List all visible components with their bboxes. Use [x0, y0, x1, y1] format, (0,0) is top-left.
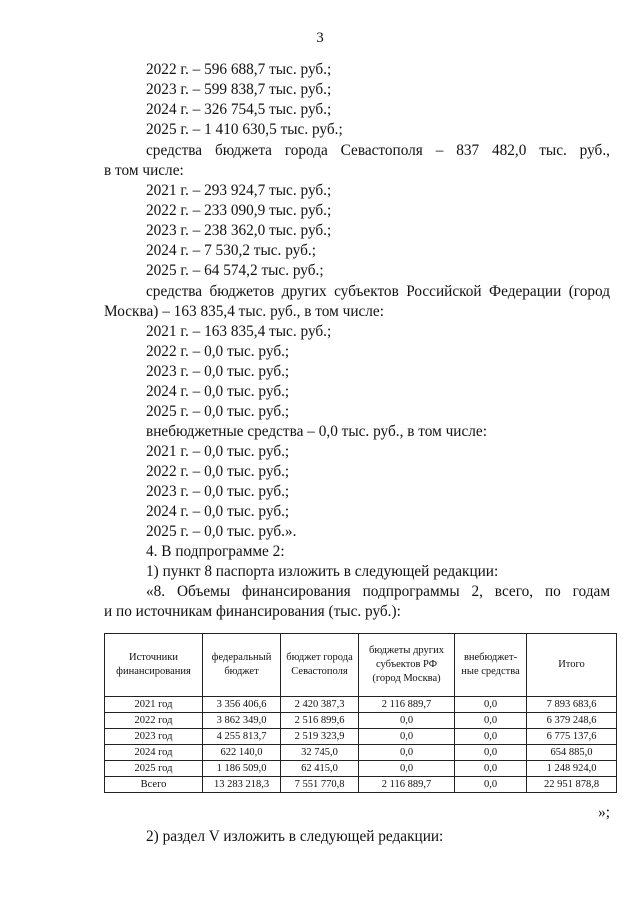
table-row: [105, 713, 617, 729]
text-line: 2023 г. – 599 838,7 тыс. руб.;: [146, 81, 332, 98]
text-line: 2024 г. – 0,0 тыс. руб.;: [146, 383, 290, 400]
table-row: [105, 697, 617, 713]
table-row: [105, 729, 617, 745]
page-number: 3: [316, 30, 324, 46]
table-cell: 2 116 889,7: [359, 697, 455, 713]
table-cell: 0,0: [455, 713, 527, 729]
text-line: 2) раздел V изложить в следующей редакции:: [146, 828, 444, 845]
text-line: внебюджетные средства – 0,0 тыс. руб., в том числе:: [146, 423, 487, 440]
table-cell: 2 420 387,3: [281, 697, 359, 713]
text-line: 2025 г. – 1 410 630,5 тыс. руб.;: [146, 121, 343, 138]
table-cell: 0,0: [359, 745, 455, 761]
text-line: 2023 г. – 0,0 тыс. руб.;: [146, 483, 290, 500]
text-line: 2022 г. – 0,0 тыс. руб.;: [146, 463, 290, 480]
table-cell: 0,0: [455, 729, 527, 745]
table-cell: 0,0: [455, 745, 527, 761]
table-row: [105, 761, 617, 777]
text-line: 4. В подпрограмме 2:: [146, 543, 285, 560]
table-cell: 7 893 683,6: [527, 697, 617, 713]
table-cell: 6 379 248,6: [527, 713, 617, 729]
text-line: 2023 г. – 0,0 тыс. руб.;: [146, 363, 290, 380]
text-line: 2021 г. – 293 924,7 тыс. руб.;: [146, 182, 332, 199]
table-cell: 0,0: [455, 697, 527, 713]
table-cell: 2022 год: [105, 713, 203, 729]
table-cell: 2 516 899,6: [281, 713, 359, 729]
table-cell: 13 283 218,3: [203, 777, 281, 793]
table-cell: 4 255 813,7: [203, 729, 281, 745]
text-line: 2025 г. – 0,0 тыс. руб.».: [146, 523, 297, 540]
text-line: в том числе:: [104, 162, 184, 179]
text-line: и по источникам финансирования (тыс. руб.):: [104, 603, 401, 620]
table-header-row: [105, 634, 617, 697]
text-line: 2022 г. – 596 688,7 тыс. руб.;: [146, 61, 332, 78]
column-header: Итого: [527, 634, 617, 697]
table-cell: 622 140,0: [203, 745, 281, 761]
column-header: бюджеты других субъектов РФ (город Москва): [359, 634, 455, 697]
text-line: 2025 г. – 0,0 тыс. руб.;: [146, 403, 290, 420]
table-cell: 3 356 406,6: [203, 697, 281, 713]
text-line: 2023 г. – 238 362,0 тыс. руб.;: [146, 222, 332, 239]
paragraph-other-subjects: средства бюджетов других субъектов Российской Федерации (город: [146, 283, 610, 300]
table-cell: 0,0: [455, 777, 527, 793]
table-cell: 3 862 349,0: [203, 713, 281, 729]
table-cell: 62 415,0: [281, 761, 359, 777]
text-line: 1) пункт 8 паспорта изложить в следующей редакции:: [146, 563, 499, 580]
text-line: Москва) – 163 835,4 тыс. руб., в том числе:: [104, 303, 384, 320]
table-cell: 0,0: [359, 761, 455, 777]
text-line: 2024 г. – 326 754,5 тыс. руб.;: [146, 101, 332, 118]
table-row-total: [105, 777, 617, 793]
table-cell: 2025 год: [105, 761, 203, 777]
text-line: 2021 г. – 0,0 тыс. руб.;: [146, 443, 290, 460]
table-cell: 7 551 770,8: [281, 777, 359, 793]
table-cell: 1 248 924,0: [527, 761, 617, 777]
table-cell: 2024 год: [105, 745, 203, 761]
closing-quote-mark: »;: [598, 804, 610, 821]
text-line: 2025 г. – 64 574,2 тыс. руб.;: [146, 262, 324, 279]
text-line: 2022 г. – 233 090,9 тыс. руб.;: [146, 202, 332, 219]
table-cell: Всего: [105, 777, 203, 793]
table-cell: 2023 год: [105, 729, 203, 745]
table-cell: 0,0: [455, 761, 527, 777]
financing-table: [104, 633, 617, 793]
column-header: федеральный бюджет: [203, 634, 281, 697]
table-cell: 2 519 323,9: [281, 729, 359, 745]
table-cell: 2 116 889,7: [359, 777, 455, 793]
table-cell: 2021 год: [105, 697, 203, 713]
text-line: 2024 г. – 0,0 тыс. руб.;: [146, 503, 290, 520]
paragraph-sevastopol: средства бюджета города Севастополя – 837 482,0 тыс. руб.,: [146, 142, 610, 159]
table-cell: 32 745,0: [281, 745, 359, 761]
table-cell: 654 885,0: [527, 745, 617, 761]
table-row: [105, 745, 617, 761]
column-header: внебюджет-ные средства: [455, 634, 527, 697]
table-cell: 22 951 878,8: [527, 777, 617, 793]
text-line: 2021 г. – 163 835,4 тыс. руб.;: [146, 323, 332, 340]
text-line: 2024 г. – 7 530,2 тыс. руб.;: [146, 242, 316, 259]
column-header: Источники финансирования: [105, 634, 203, 697]
table-cell: 1 186 509,0: [203, 761, 281, 777]
paragraph-item8: «8. Объемы финансирования подпрограммы 2, всего, по годам: [146, 583, 610, 600]
table-cell: 0,0: [359, 713, 455, 729]
text-line: 2022 г. – 0,0 тыс. руб.;: [146, 343, 290, 360]
table-cell: 0,0: [359, 729, 455, 745]
column-header: бюджет города Севастополя: [281, 634, 359, 697]
table-cell: 6 775 137,6: [527, 729, 617, 745]
